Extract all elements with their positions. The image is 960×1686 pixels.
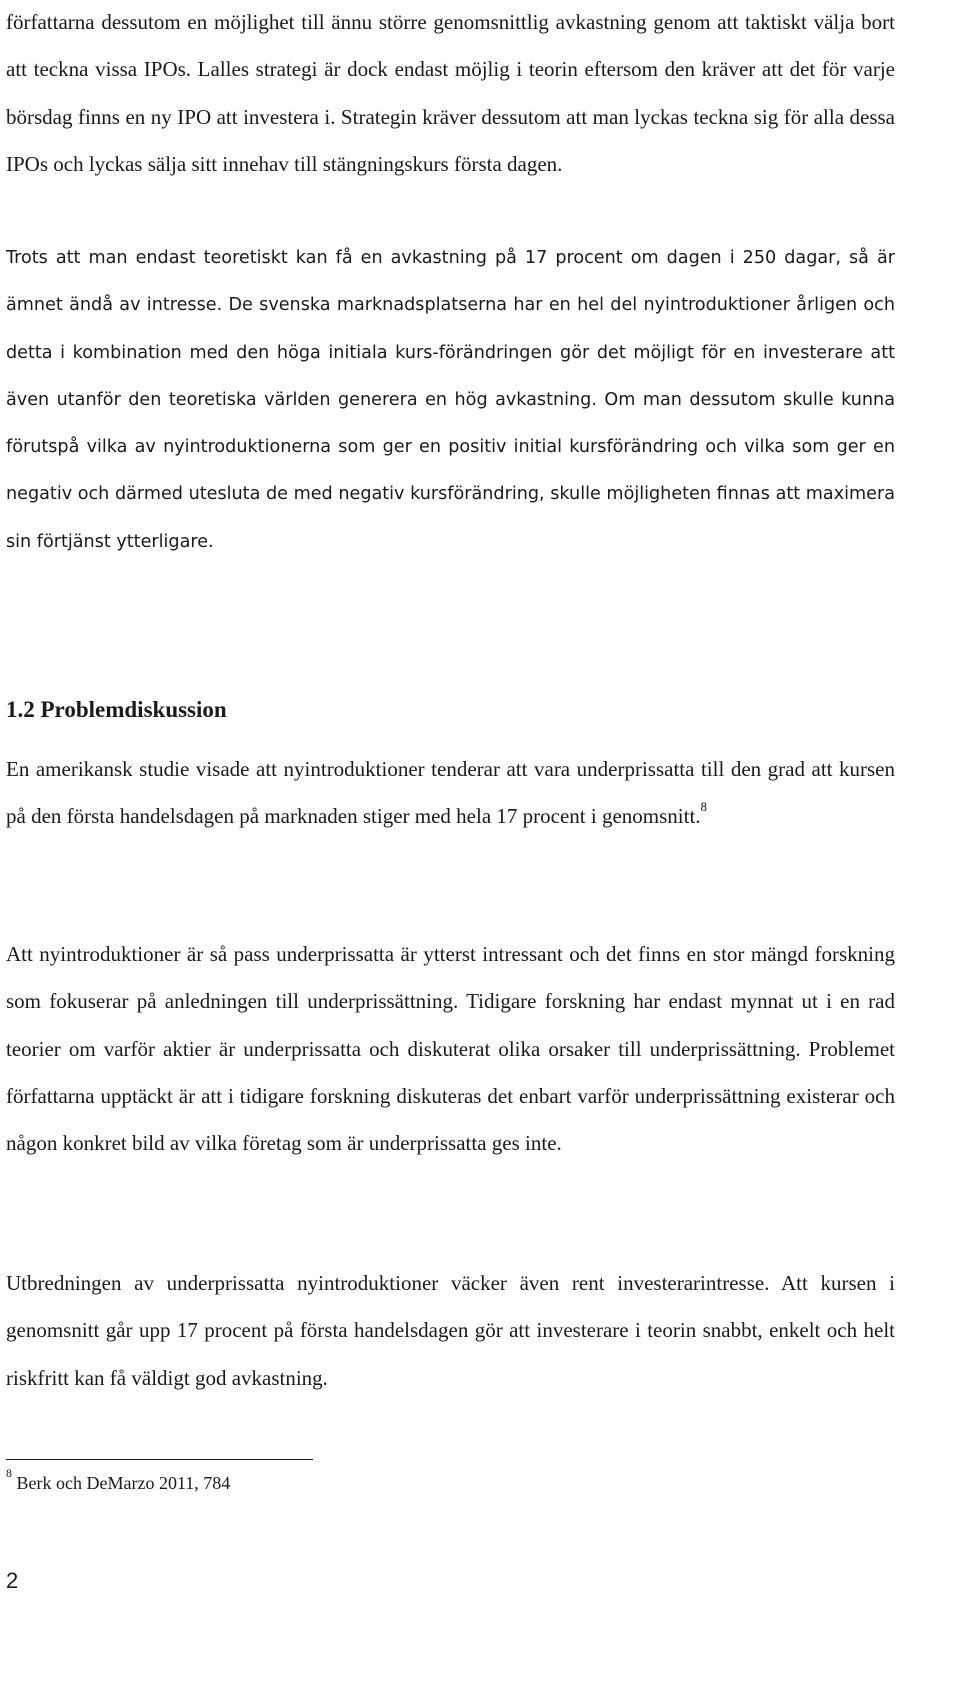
footnote-divider — [6, 1459, 313, 1460]
paragraph-american-study — [6, 746, 895, 841]
paragraph-subject-interest: Trots att man endast teoretiskt kan få en avkastning på 17 procent om dagen i 250 dagar, så är ämnet ändå av intresse. De svenska marknadsplatserna har en hel del nyintroduktioner årligen och detta i kombination med den höga initiala kurs-förändringen gör det möjligt för en investerare att även utanför den teoretiska världen generera en hög avkastning. Om man dessutom skulle kunna förutspå vilka av nyintroduktionerna som ger en positiv initial kursförändring och vilka som ger en negativ och därmed utesluta de med negativ kursförändring, skulle möjligheten finnas att maximera sin förtjänst ytterligare. — [6, 248, 895, 552]
paragraph-investor-interest: Utbredningen av underprissatta nyintroduktioner väcker även rent investerarintresse. Att kursen i genomsnitt går upp 17 procent på första handelsdagen gör att investerare i teorin snabbt, enkelt och helt riskfritt kan få väldigt god avkastning. — [6, 1271, 895, 1390]
paragraph-american-study-text: En amerikansk studie visade att nyintroduktioner tenderar att vara underprissatta till den grad att kursen på den första handelsdagen på marknaden stiger med hela 17 procent i genomsnitt. — [6, 757, 895, 829]
section-heading: 1.2 Problemdiskussion — [6, 697, 227, 722]
paragraph-ipo-strategy: författarna dessutom en möjlighet till ännu större genomsnittlig avkastning genom att taktiskt välja bort att teckna vissa IPOs. Lalles strategi är dock endast möjlig i teorin eftersom den kräver att det för varje börsdag finns en ny IPO att investera i. Strategin kräver dessutom att man lyckas teckna sig för alla dessa IPOs och lyckas sälja sitt innehav till stängningskurs första dagen. — [6, 10, 895, 176]
footnote-reference[interactable]: 8 — [700, 799, 708, 815]
footnote-marker: 8 — [6, 1466, 12, 1480]
footnote — [6, 1466, 231, 1495]
page-number: 2 — [6, 1568, 19, 1593]
paragraph-underpricing-research: Att nyintroduktioner är så pass underprissatta är ytterst intressant och det finns en stor mängd forskning som fokuserar på anledningen till underprissättning. Tidigare forskning har endast mynnat ut i en rad teorier om varför aktier är underprissatta och diskuterat olika orsaker till underprissättning. Problemet författarna upptäckt är att i tidigare forskning diskuteras det enbart varför underprissättning existerar och någon konkret bild av vilka företag som är underprissatta ges inte. — [6, 942, 895, 1156]
footnote-text: Berk och DeMarzo 2011, 784 — [16, 1473, 231, 1493]
